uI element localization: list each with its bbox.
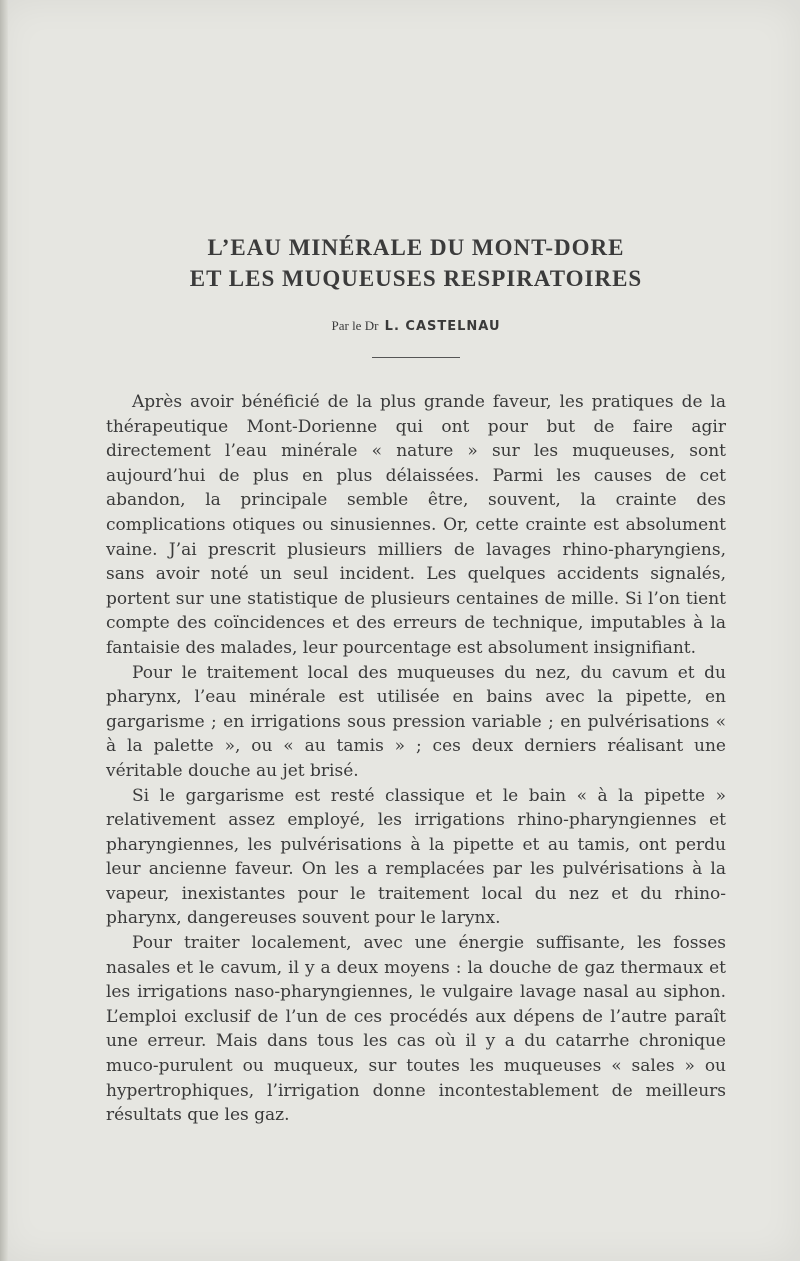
paragraph-4: Pour traiter localement, avec une énergie suffisante, les fosses nasales et le cavum, il y a deux moyens : la douche de gaz thermaux et les irrigations naso-pharyngiennes, le vulgaire lavage nasal au siphon. L’emploi exclusif de l’un de ces procédés aux dépens de l’autre paraît une erreur. Mais dans tous les cas où il y a du catarrhe chronique muco-purulent ou muqueux, sur toutes les muqueuses « sales » ou hypertrophiques, l’irrigation donne incontestablement de meilleurs résultats que les gaz. <box>106 933 726 1126</box>
article <box>106 232 726 1128</box>
title-line-2: ET LES MUQUEUSES RESPIRATOIRES <box>189 266 643 291</box>
title-divider <box>372 357 460 358</box>
author-name: L. CASTELNAU <box>384 319 501 334</box>
title-line-1: L’EAU MINÉRALE DU MONT-DORE <box>207 235 625 260</box>
paragraph-1: Après avoir bénéficié de la plus grande faveur, les pratiques de la thérapeutique Mont-Dorienne qui ont pour but de faire agir directement l’eau minérale « nature » sur les muqueuses, sont aujourd’hui de plus en plus délaissées. Parmi les causes de cet abandon, la principale semble être, souvent, la crainte des complications otiques ou sinusiennes. Or, cette crainte est absolument vaine. J’ai prescrit plusieurs milliers de lavages rhino-pharyngiens, sans avoir noté un seul incident. Les quelques accidents signalés, portent sur une statistique de plusieurs centaines de mille. Si l’on tient compte des coïncidences et des erreurs de technique, imputables à la fantaisie des malades, leur pourcentage est absolument insignifiant. <box>106 392 726 658</box>
article-body <box>106 390 726 1128</box>
byline <box>106 318 726 334</box>
article-title <box>106 232 726 294</box>
paragraph-3: Si le gargarisme est resté classique et le bain « à la pipette » relativement assez employé, les irrigations rhino-pharyngiennes et pharyngiennes, les pulvérisations à la pipette et au tamis, ont perdu leur ancienne faveur. On les a remplacées par les pulvérisations à la vapeur, inexistantes pour le traitement local du nez et du rhino-pharynx, dangereuses souvent pour le larynx. <box>106 785 726 929</box>
paragraph-2: Pour le traitement local des muqueuses du nez, du cavum et du pharynx, l’eau minérale est utilisée en bains avec la pipette, en gargarisme ; en irrigations sous pression variable ; en pulvérisations « à la palette », ou « au tamis » ; ces deux derniers réalisant une véritable douche au jet brisé. <box>106 662 726 781</box>
page-edge-shadow <box>0 0 8 1261</box>
byline-prefix: Par le Dr <box>331 318 379 333</box>
